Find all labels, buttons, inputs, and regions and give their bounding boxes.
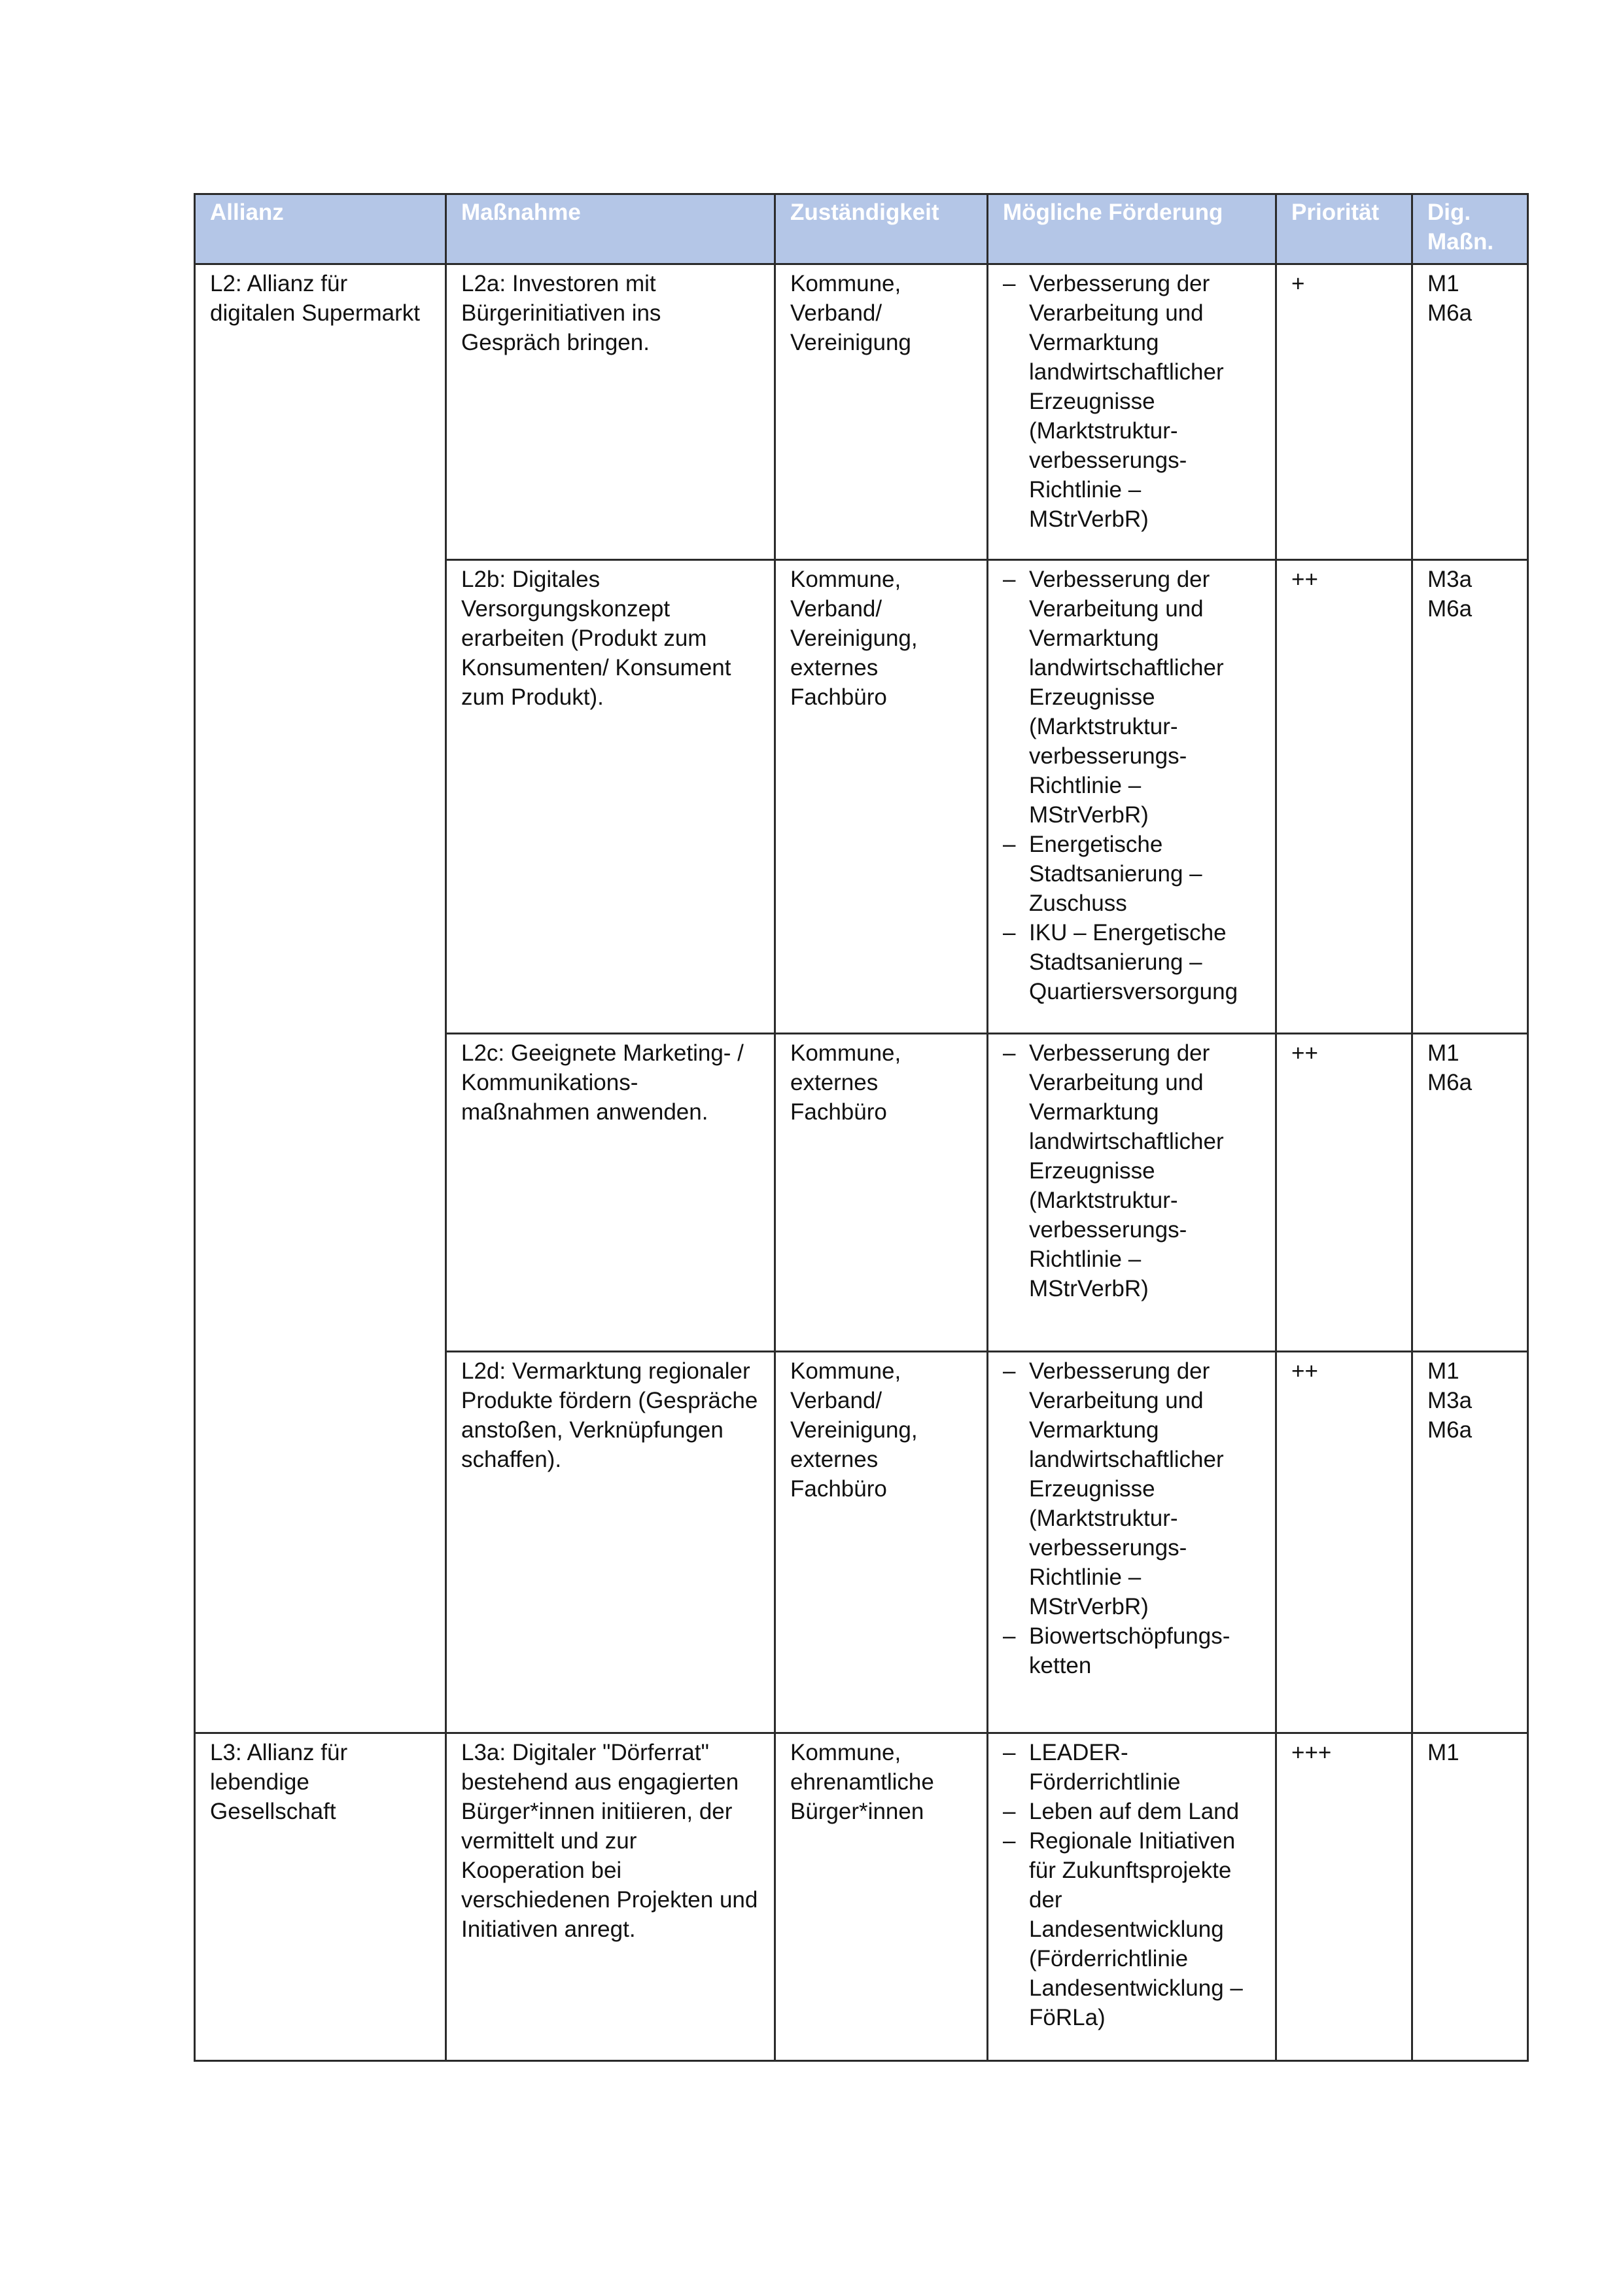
dash-bullet-icon: – (1003, 1740, 1016, 1765)
prioritaet-cell: + (1276, 264, 1412, 560)
prioritaet-cell: ++ (1276, 560, 1412, 1034)
dig-massn-code: M1 (1427, 1358, 1459, 1384)
foerderung-text: Energetische Stadtsanierung – Zuschuss (1029, 832, 1202, 916)
dig-massn-code: M1 (1427, 1040, 1459, 1066)
prioritaet-cell: ++ (1276, 1352, 1412, 1733)
measures-table (194, 193, 1529, 2062)
header-allianz: Allianz (195, 194, 446, 264)
header-zustaendigkeit: Zuständigkeit (775, 194, 988, 264)
foerderung-text: Biowertschöpfungs-ketten (1029, 1623, 1230, 1678)
dash-bullet-icon: – (1003, 1799, 1016, 1824)
zustaendigkeit-cell: Kommune, externes Fachbüro (775, 1034, 988, 1352)
dig-massn-cell (1412, 264, 1528, 560)
allianz-cell: L3: Allianz für lebendige Gesellschaft (195, 1733, 446, 2061)
prioritaet-cell: +++ (1276, 1733, 1412, 2061)
massnahme-cell: L2b: Digitales Versorgungskonzept erarbeiten (Produkt zum Konsumenten/ Konsument zum Produkt). (446, 560, 775, 1034)
table-row (195, 264, 1528, 560)
table-row (195, 1733, 1528, 2061)
foerderung-list (1003, 565, 1262, 1006)
foerderung-text: Leben auf dem Land (1029, 1799, 1240, 1824)
dash-bullet-icon: – (1003, 567, 1016, 592)
foerderung-item (1003, 269, 1262, 534)
foerderung-cell (988, 1352, 1276, 1733)
foerderung-cell (988, 264, 1276, 560)
foerderung-list (1003, 1356, 1262, 1680)
dash-bullet-icon: – (1003, 832, 1016, 857)
dig-massn-cell (1412, 1352, 1528, 1733)
dig-massn-code: M1 (1427, 1740, 1459, 1765)
dig-massn-cell (1412, 1733, 1528, 2061)
header-dig-massn: Dig. Maßn. (1412, 194, 1528, 264)
foerderung-cell (988, 1733, 1276, 2061)
header-massnahme: Maßnahme (446, 194, 775, 264)
dig-massn-code: M6a (1427, 300, 1473, 326)
foerderung-item (1003, 1738, 1262, 1797)
header-prioritaet: Priorität (1276, 194, 1412, 264)
dig-massn-code: M6a (1427, 1417, 1473, 1443)
dig-massn-code: M1 (1427, 271, 1459, 296)
prioritaet-cell: ++ (1276, 1034, 1412, 1352)
dig-massn-cell (1412, 560, 1528, 1034)
dig-massn-code: M6a (1427, 596, 1473, 622)
dash-bullet-icon: – (1003, 1828, 1016, 1854)
zustaendigkeit-cell: Kommune, Verband/ Vereinigung (775, 264, 988, 560)
dig-massn-cell (1412, 1034, 1528, 1352)
table-header-row (195, 194, 1528, 264)
foerderung-text: Verbesserung der Verarbeitung und Vermarktung landwirtschaftlicher Erzeugnisse (Marktstruktur-verbesserungs-Richtlinie – MStrVerbR) (1029, 271, 1224, 532)
massnahme-cell: L3a: Digitaler "Dörferrat" bestehend aus engagierten Bürger*innen initiieren, der vermittelt und zur Kooperation bei verschiedenen Projekten und Initiativen anregt. (446, 1733, 775, 2061)
dig-massn-code: M3a (1427, 1388, 1473, 1413)
dig-massn-code: M3a (1427, 567, 1473, 592)
foerderung-item (1003, 1826, 1262, 2032)
dash-bullet-icon: – (1003, 271, 1016, 296)
dash-bullet-icon: – (1003, 1358, 1016, 1384)
zustaendigkeit-cell: Kommune, Verband/ Vereinigung, externes Fachbüro (775, 1352, 988, 1733)
foerderung-text: Verbesserung der Verarbeitung und Vermarktung landwirtschaftlicher Erzeugnisse (Marktstruktur-verbesserungs-Richtlinie – MStrVerbR) (1029, 567, 1224, 828)
dash-bullet-icon: – (1003, 1040, 1016, 1066)
foerderung-cell (988, 560, 1276, 1034)
header-foerderung: Mögliche Förderung (988, 194, 1276, 264)
foerderung-text: Verbesserung der Verarbeitung und Vermarktung landwirtschaftlicher Erzeugnisse (Marktstruktur-verbesserungs-Richtlinie – MStrVerbR) (1029, 1358, 1224, 1619)
foerderung-item (1003, 918, 1262, 1006)
foerderung-item (1003, 565, 1262, 830)
foerderung-item (1003, 1621, 1262, 1680)
foerderung-item (1003, 1797, 1262, 1826)
massnahme-cell: L2d: Vermarktung regionaler Produkte fördern (Gespräche anstoßen, Verknüpfungen schaffen). (446, 1352, 775, 1733)
foerderung-list (1003, 269, 1262, 534)
foerderung-item (1003, 830, 1262, 918)
zustaendigkeit-cell: Kommune, ehrenamtliche Bürger*innen (775, 1733, 988, 2061)
dash-bullet-icon: – (1003, 920, 1016, 945)
massnahme-cell: L2c: Geeignete Marketing- / Kommunikations-maßnahmen anwenden. (446, 1034, 775, 1352)
allianz-cell: L2: Allianz für digitalen Supermarkt (195, 264, 446, 1733)
dig-massn-code: M6a (1427, 1070, 1473, 1095)
foerderung-text: LEADER-Förderrichtlinie (1029, 1740, 1181, 1795)
foerderung-text: Regionale Initiativen für Zukunftsprojekte der Landesentwicklung (Förderrichtlinie Landesentwicklung – FöRLa) (1029, 1828, 1243, 2030)
zustaendigkeit-cell: Kommune, Verband/ Vereinigung, externes Fachbüro (775, 560, 988, 1034)
foerderung-text: IKU – Energetische Stadtsanierung – Quartiersversorgung (1029, 920, 1238, 1004)
foerderung-cell (988, 1034, 1276, 1352)
foerderung-text: Verbesserung der Verarbeitung und Vermarktung landwirtschaftlicher Erzeugnisse (Marktstruktur-verbesserungs-Richtlinie – MStrVerbR) (1029, 1040, 1224, 1301)
foerderung-item (1003, 1038, 1262, 1303)
dash-bullet-icon: – (1003, 1623, 1016, 1649)
massnahme-cell: L2a: Investoren mit Bürgerinitiativen ins Gespräch bringen. (446, 264, 775, 560)
foerderung-list (1003, 1038, 1262, 1303)
foerderung-list (1003, 1738, 1262, 2032)
foerderung-item (1003, 1356, 1262, 1621)
